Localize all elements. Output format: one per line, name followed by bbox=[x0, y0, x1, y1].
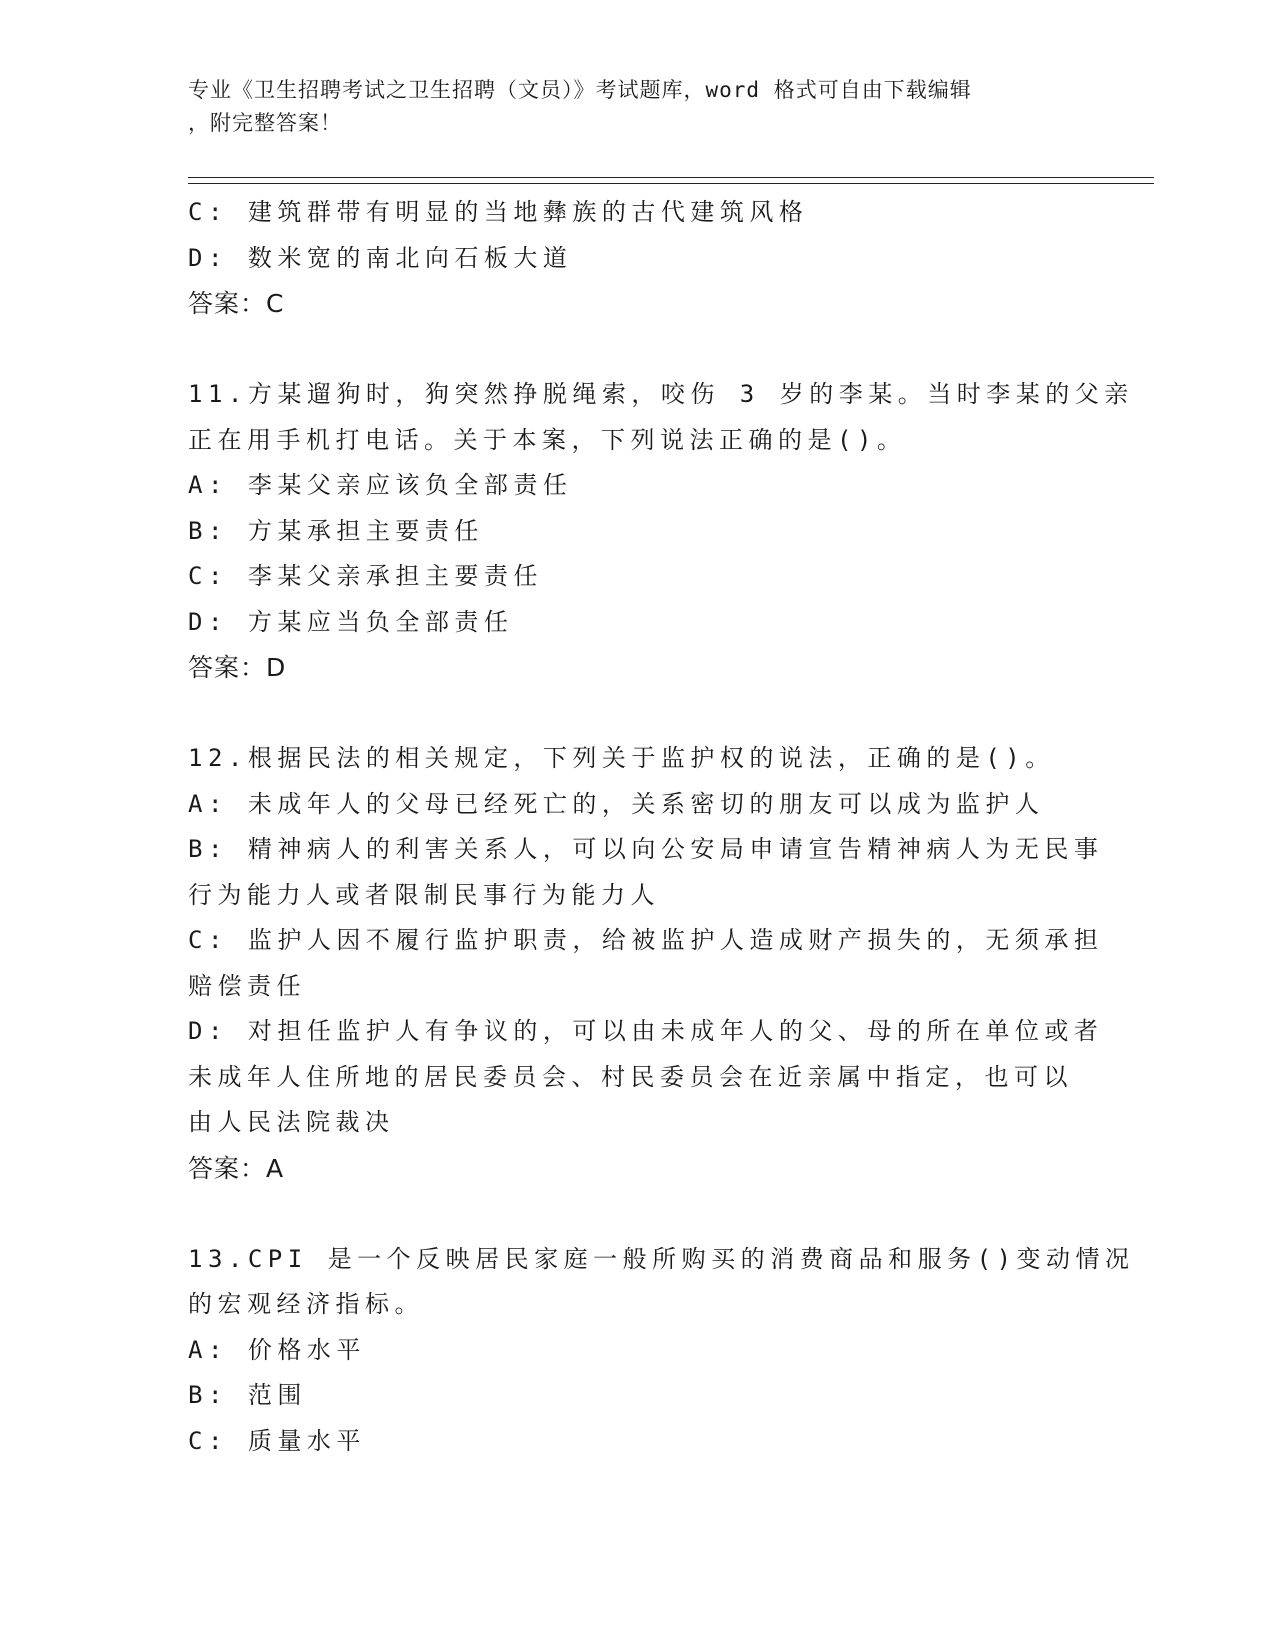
document-header bbox=[188, 74, 1068, 140]
question-11 bbox=[188, 372, 1134, 691]
header-rule-top bbox=[188, 177, 1154, 178]
option-a: A: 价格水平 bbox=[188, 1335, 366, 1364]
question-10-tail bbox=[188, 190, 1088, 327]
option-d-cont: 未成年人住所地的居民委员会、村民委员会在近亲属中指定，也可以 bbox=[188, 1062, 1073, 1091]
option-d: D: 对担任监护人有争议的，可以由未成年人的父、母的所在单位或者 bbox=[188, 1017, 1104, 1045]
option-c: C: 质量水平 bbox=[188, 1426, 366, 1455]
option-a: A: 李某父亲应该负全部责任 bbox=[188, 471, 573, 499]
question-stem: 12.根据民法的相关规定，下列关于监护权的说法，正确的是()。 bbox=[188, 744, 1055, 772]
header-line-1: 专业《卫生招聘考试之卫生招聘（文员）》考试题库，word 格式可自由下载编辑 bbox=[188, 78, 972, 102]
question-13 bbox=[188, 1237, 1135, 1465]
option-b: B: 范围 bbox=[188, 1381, 307, 1409]
question-stem: 11.方某遛狗时，狗突然挣脱绳索，咬伤 3 岁的李某。当时李某的父亲 bbox=[188, 380, 1134, 408]
option-c: C: 建筑群带有明显的当地彝族的古代建筑风格 bbox=[188, 198, 809, 226]
spacer bbox=[188, 691, 1088, 737]
answer-line: 答案：C bbox=[188, 289, 285, 318]
option-b-cont: 行为能力人或者限制民事行为能力人 bbox=[188, 880, 660, 909]
option-d-cont: 由人民法院裁决 bbox=[188, 1108, 395, 1136]
option-a: A: 未成年人的父母已经死亡的，关系密切的朋友可以成为监护人 bbox=[188, 789, 1045, 818]
spacer bbox=[188, 1191, 1088, 1237]
header-line-2: ，附完整答案！ bbox=[188, 111, 342, 135]
spacer bbox=[188, 327, 1088, 373]
option-c: C: 李某父亲承担主要责任 bbox=[188, 562, 543, 590]
option-c-cont: 赔偿责任 bbox=[188, 971, 306, 1000]
option-d: D: 数米宽的南北向石板大道 bbox=[188, 243, 573, 272]
answer-line: 答案：D bbox=[188, 653, 287, 682]
answer-line: 答案：A bbox=[188, 1153, 285, 1183]
header-rule-bottom bbox=[188, 183, 1154, 184]
document-body bbox=[188, 190, 1135, 1464]
question-stem: 正在用手机打电话。关于本案，下列说法正确的是()。 bbox=[188, 425, 907, 454]
option-d: D: 方某应当负全部责任 bbox=[188, 607, 514, 636]
option-c: C: 监护人因不履行监护职责，给被监护人造成财产损失的，无须承担 bbox=[188, 926, 1104, 954]
option-b: B: 精神病人的利害关系人，可以向公安局申请宣告精神病人为无民事 bbox=[188, 835, 1104, 863]
option-b: B: 方某承担主要责任 bbox=[188, 516, 484, 545]
question-stem: 的宏观经济指标。 bbox=[188, 1290, 424, 1318]
question-12 bbox=[188, 736, 1104, 1191]
question-stem: 13.CPI 是一个反映居民家庭一般所购买的消费商品和服务()变动情况 bbox=[188, 1244, 1135, 1273]
